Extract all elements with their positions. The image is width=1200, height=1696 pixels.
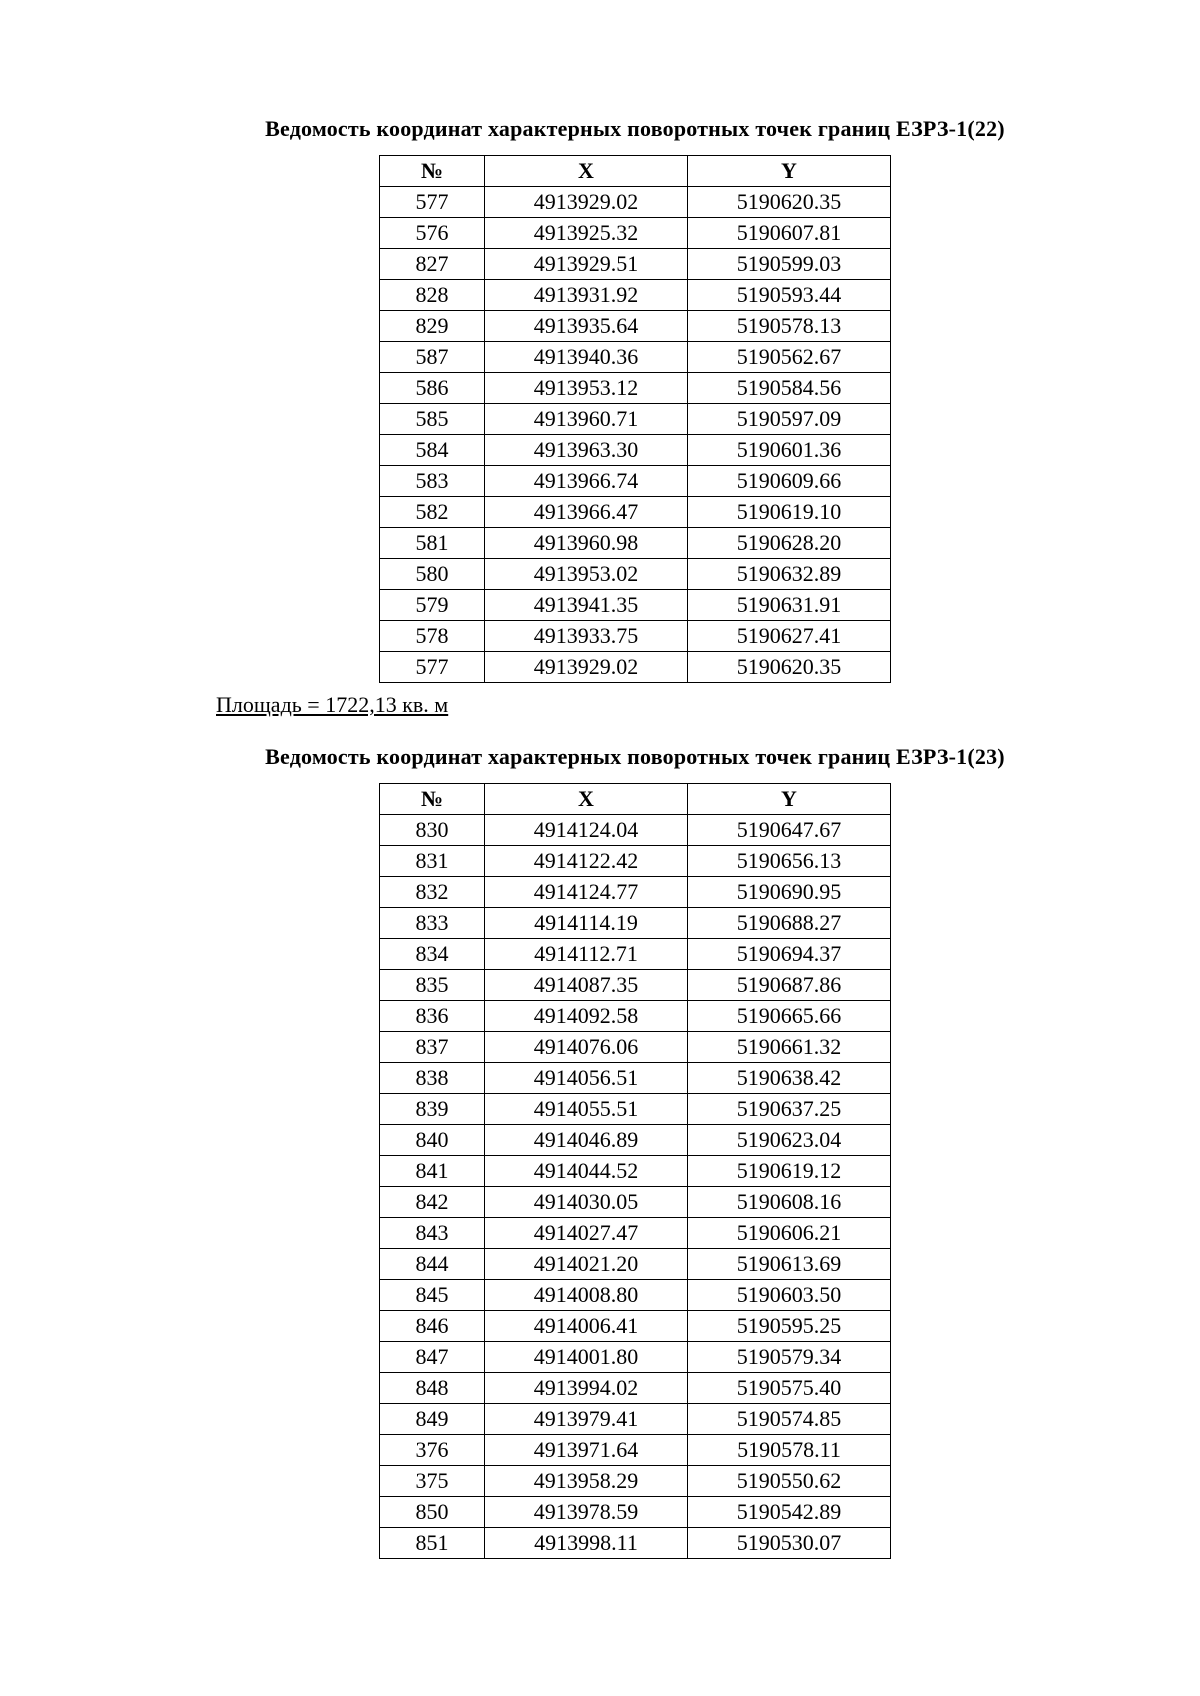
- point-number-cell: 833: [380, 908, 485, 939]
- column-header-number: №: [380, 784, 485, 815]
- x-coordinate-cell: 4914021.20: [485, 1249, 688, 1280]
- column-header-y: Y: [688, 784, 891, 815]
- point-number-cell: 849: [380, 1404, 485, 1435]
- x-coordinate-cell: 4914001.80: [485, 1342, 688, 1373]
- point-number-cell: 848: [380, 1373, 485, 1404]
- y-coordinate-cell: 5190637.25: [688, 1094, 891, 1125]
- point-number-cell: 832: [380, 877, 485, 908]
- y-coordinate-cell: 5190609.66: [688, 466, 891, 497]
- y-coordinate-cell: 5190665.66: [688, 1001, 891, 1032]
- x-coordinate-cell: 4913966.74: [485, 466, 688, 497]
- table-row: [380, 908, 891, 939]
- table-row: [380, 435, 891, 466]
- y-coordinate-cell: 5190597.09: [688, 404, 891, 435]
- x-coordinate-cell: 4913931.92: [485, 280, 688, 311]
- x-coordinate-cell: 4913960.98: [485, 528, 688, 559]
- column-header-x: X: [485, 784, 688, 815]
- x-coordinate-cell: 4914122.42: [485, 846, 688, 877]
- y-coordinate-cell: 5190620.35: [688, 652, 891, 683]
- x-coordinate-cell: 4913994.02: [485, 1373, 688, 1404]
- column-header-x: X: [485, 156, 688, 187]
- x-coordinate-cell: 4913966.47: [485, 497, 688, 528]
- y-coordinate-cell: 5190623.04: [688, 1125, 891, 1156]
- table-row: [380, 528, 891, 559]
- table-row: [380, 877, 891, 908]
- y-coordinate-cell: 5190575.40: [688, 1373, 891, 1404]
- x-coordinate-cell: 4913978.59: [485, 1497, 688, 1528]
- point-number-cell: 587: [380, 342, 485, 373]
- point-number-cell: 840: [380, 1125, 485, 1156]
- y-coordinate-cell: 5190661.32: [688, 1032, 891, 1063]
- section-title-ezrz-1-23: Ведомость координат характерных поворотных точек границ ЕЗРЗ-1(23): [265, 744, 1005, 769]
- x-coordinate-cell: 4913941.35: [485, 590, 688, 621]
- y-coordinate-cell: 5190584.56: [688, 373, 891, 404]
- table-row: [380, 1311, 891, 1342]
- point-number-cell: 583: [380, 466, 485, 497]
- x-coordinate-cell: 4914076.06: [485, 1032, 688, 1063]
- table-row: [380, 1249, 891, 1280]
- y-coordinate-cell: 5190601.36: [688, 435, 891, 466]
- table-row: [380, 1528, 891, 1559]
- x-coordinate-cell: 4914006.41: [485, 1311, 688, 1342]
- point-number-cell: 577: [380, 652, 485, 683]
- point-number-cell: 375: [380, 1466, 485, 1497]
- table-row: [380, 373, 891, 404]
- table-row: [380, 280, 891, 311]
- y-coordinate-cell: 5190694.37: [688, 939, 891, 970]
- x-coordinate-cell: 4914044.52: [485, 1156, 688, 1187]
- y-coordinate-cell: 5190688.27: [688, 908, 891, 939]
- point-number-cell: 831: [380, 846, 485, 877]
- x-coordinate-cell: 4913935.64: [485, 311, 688, 342]
- point-number-cell: 577: [380, 187, 485, 218]
- y-coordinate-cell: 5190579.34: [688, 1342, 891, 1373]
- point-number-cell: 837: [380, 1032, 485, 1063]
- x-coordinate-cell: 4914092.58: [485, 1001, 688, 1032]
- y-coordinate-cell: 5190627.41: [688, 621, 891, 652]
- point-number-cell: 576: [380, 218, 485, 249]
- x-coordinate-cell: 4914112.71: [485, 939, 688, 970]
- x-coordinate-cell: 4914124.04: [485, 815, 688, 846]
- y-coordinate-cell: 5190542.89: [688, 1497, 891, 1528]
- x-coordinate-cell: 4913971.64: [485, 1435, 688, 1466]
- x-coordinate-cell: 4914027.47: [485, 1218, 688, 1249]
- point-number-cell: 376: [380, 1435, 485, 1466]
- point-number-cell: 841: [380, 1156, 485, 1187]
- y-coordinate-cell: 5190562.67: [688, 342, 891, 373]
- table-row: [380, 404, 891, 435]
- area-label: Площадь = 1722,13 кв. м: [216, 692, 449, 717]
- table-row: [380, 1187, 891, 1218]
- point-number-cell: 827: [380, 249, 485, 280]
- y-coordinate-cell: 5190656.13: [688, 846, 891, 877]
- y-coordinate-cell: 5190607.81: [688, 218, 891, 249]
- point-number-cell: 580: [380, 559, 485, 590]
- x-coordinate-cell: 4913933.75: [485, 621, 688, 652]
- column-header-number: №: [380, 156, 485, 187]
- point-number-cell: 834: [380, 939, 485, 970]
- x-coordinate-cell: 4913929.51: [485, 249, 688, 280]
- point-number-cell: 584: [380, 435, 485, 466]
- table-row: [380, 970, 891, 1001]
- x-coordinate-cell: 4913998.11: [485, 1528, 688, 1559]
- y-coordinate-cell: 5190599.03: [688, 249, 891, 280]
- x-coordinate-cell: 4913958.29: [485, 1466, 688, 1497]
- table-row: [380, 497, 891, 528]
- table-header-row: [380, 156, 891, 187]
- table-row: [380, 1032, 891, 1063]
- point-number-cell: 847: [380, 1342, 485, 1373]
- x-coordinate-cell: 4914087.35: [485, 970, 688, 1001]
- x-coordinate-cell: 4914124.77: [485, 877, 688, 908]
- point-number-cell: 579: [380, 590, 485, 621]
- table-row: [380, 1063, 891, 1094]
- y-coordinate-cell: 5190613.69: [688, 1249, 891, 1280]
- table-row: [380, 846, 891, 877]
- x-coordinate-cell: 4913963.30: [485, 435, 688, 466]
- table-row: [380, 1280, 891, 1311]
- x-coordinate-cell: 4913979.41: [485, 1404, 688, 1435]
- point-number-cell: 844: [380, 1249, 485, 1280]
- x-coordinate-cell: 4914114.19: [485, 908, 688, 939]
- y-coordinate-cell: 5190608.16: [688, 1187, 891, 1218]
- table-row: [380, 1466, 891, 1497]
- y-coordinate-cell: 5190578.13: [688, 311, 891, 342]
- x-coordinate-cell: 4913953.02: [485, 559, 688, 590]
- y-coordinate-cell: 5190687.86: [688, 970, 891, 1001]
- x-coordinate-cell: 4914046.89: [485, 1125, 688, 1156]
- y-coordinate-cell: 5190574.85: [688, 1404, 891, 1435]
- point-number-cell: 851: [380, 1528, 485, 1559]
- point-number-cell: 586: [380, 373, 485, 404]
- table-row: [380, 466, 891, 497]
- y-coordinate-cell: 5190619.12: [688, 1156, 891, 1187]
- point-number-cell: 828: [380, 280, 485, 311]
- y-coordinate-cell: 5190690.95: [688, 877, 891, 908]
- y-coordinate-cell: 5190606.21: [688, 1218, 891, 1249]
- table-row: [380, 1373, 891, 1404]
- x-coordinate-cell: 4913929.02: [485, 187, 688, 218]
- point-number-cell: 842: [380, 1187, 485, 1218]
- table-row: [380, 1218, 891, 1249]
- y-coordinate-cell: 5190578.11: [688, 1435, 891, 1466]
- point-number-cell: 829: [380, 311, 485, 342]
- x-coordinate-cell: 4914055.51: [485, 1094, 688, 1125]
- table-row: [380, 939, 891, 970]
- table-row: [380, 218, 891, 249]
- x-coordinate-cell: 4913960.71: [485, 404, 688, 435]
- table-row: [380, 1497, 891, 1528]
- y-coordinate-cell: 5190550.62: [688, 1466, 891, 1497]
- point-number-cell: 578: [380, 621, 485, 652]
- table-row: [380, 815, 891, 846]
- y-coordinate-cell: 5190628.20: [688, 528, 891, 559]
- point-number-cell: 582: [380, 497, 485, 528]
- table-row: [380, 1094, 891, 1125]
- point-number-cell: 839: [380, 1094, 485, 1125]
- table-header-row: [380, 784, 891, 815]
- point-number-cell: 581: [380, 528, 485, 559]
- point-number-cell: 846: [380, 1311, 485, 1342]
- x-coordinate-cell: 4913925.32: [485, 218, 688, 249]
- x-coordinate-cell: 4913940.36: [485, 342, 688, 373]
- table-row: [380, 1404, 891, 1435]
- x-coordinate-cell: 4914030.05: [485, 1187, 688, 1218]
- x-coordinate-cell: 4913953.12: [485, 373, 688, 404]
- point-number-cell: 835: [380, 970, 485, 1001]
- table-row: [380, 1156, 891, 1187]
- table-row: [380, 1342, 891, 1373]
- y-coordinate-cell: 5190619.10: [688, 497, 891, 528]
- y-coordinate-cell: 5190620.35: [688, 187, 891, 218]
- y-coordinate-cell: 5190632.89: [688, 559, 891, 590]
- table-row: [380, 590, 891, 621]
- section-title-ezrz-1-22: Ведомость координат характерных поворотных точек границ ЕЗРЗ-1(22): [265, 116, 1005, 141]
- point-number-cell: 830: [380, 815, 485, 846]
- x-coordinate-cell: 4914008.80: [485, 1280, 688, 1311]
- y-coordinate-cell: 5190647.67: [688, 815, 891, 846]
- table-row: [380, 342, 891, 373]
- table-row: [380, 1001, 891, 1032]
- y-coordinate-cell: 5190530.07: [688, 1528, 891, 1559]
- table-row: [380, 1125, 891, 1156]
- table-row: [380, 311, 891, 342]
- x-coordinate-cell: 4914056.51: [485, 1063, 688, 1094]
- y-coordinate-cell: 5190631.91: [688, 590, 891, 621]
- x-coordinate-cell: 4913929.02: [485, 652, 688, 683]
- column-header-y: Y: [688, 156, 891, 187]
- point-number-cell: 845: [380, 1280, 485, 1311]
- table-row: [380, 249, 891, 280]
- point-number-cell: 838: [380, 1063, 485, 1094]
- coordinates-table-ezrz-1-22: [379, 155, 891, 683]
- point-number-cell: 850: [380, 1497, 485, 1528]
- point-number-cell: 843: [380, 1218, 485, 1249]
- point-number-cell: 836: [380, 1001, 485, 1032]
- table-row: [380, 621, 891, 652]
- point-number-cell: 585: [380, 404, 485, 435]
- coordinates-table-ezrz-1-23: [379, 783, 891, 1559]
- table-row: [380, 652, 891, 683]
- table-row: [380, 1435, 891, 1466]
- y-coordinate-cell: 5190593.44: [688, 280, 891, 311]
- y-coordinate-cell: 5190603.50: [688, 1280, 891, 1311]
- y-coordinate-cell: 5190638.42: [688, 1063, 891, 1094]
- table-row: [380, 559, 891, 590]
- y-coordinate-cell: 5190595.25: [688, 1311, 891, 1342]
- table-row: [380, 187, 891, 218]
